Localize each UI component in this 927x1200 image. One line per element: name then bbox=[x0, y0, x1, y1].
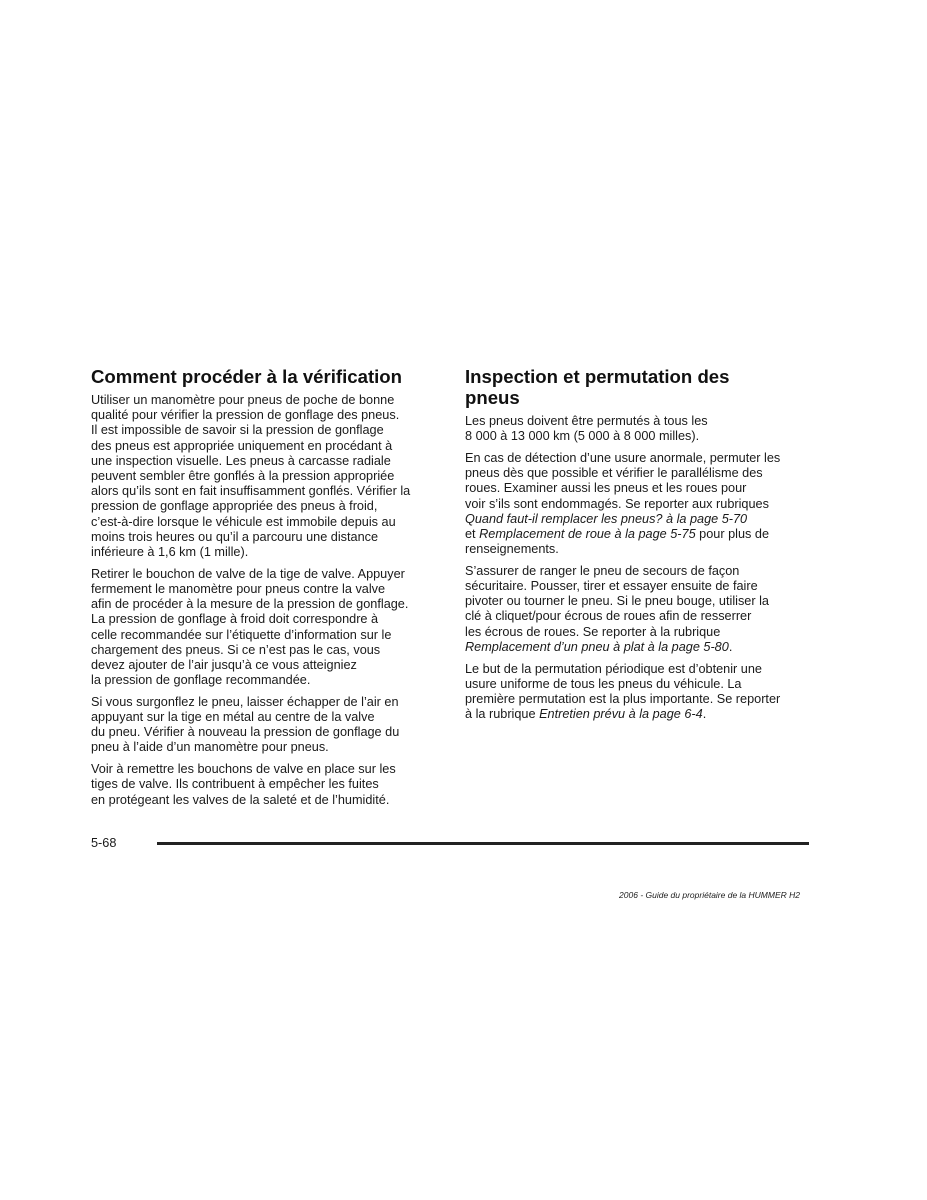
left-column bbox=[91, 366, 441, 814]
section-heading-inspection: Inspection et permutation des pneus bbox=[465, 366, 730, 408]
cross-reference-link[interactable]: Entretien prévu à la page 6-4 bbox=[539, 707, 703, 722]
paragraph: Retirer le bouchon de valve de la tige de valve. Appuyer fermement le manomètre pour pneus contre la valve afin de procéder à la mesure de la pression de gonflage. La pression de gonflage à froid doit correspondre à celle recommandée sur l’étiquette d’information sur le chargement des pneus. Si ce n’est pas le cas, vous devez ajouter de l’air jusqu’à ce vous atteigniez la pression de gonflage recommandée. bbox=[91, 566, 409, 688]
cross-reference-link[interactable]: Remplacement de roue à la page 5-75 bbox=[479, 526, 696, 541]
divider-rule bbox=[157, 842, 809, 845]
paragraph: S’assurer de ranger le pneu de secours de façon sécuritaire. Pousser, tirer et essayer ensuite de faire pivoter ou tourner le pneu. Si le pneu bouge, utiliser la clé à cliquet/pour écrous de roues afin de resserrer les écrous de roues. Se reporter à la rubrique Remplacement d’un pneu à plat à la page 5-80. bbox=[465, 563, 769, 654]
paragraph: Le but de la permutation périodique est d’obtenir une usure uniforme de tous les pneus du véhicule. La première permutation est la plus importante. Se reporter à la rubrique Entretien prévu à la page 6-4. bbox=[465, 661, 781, 722]
cross-reference-link[interactable]: Remplacement d’un pneu à plat à la page 5-80 bbox=[465, 639, 729, 654]
cross-reference-link[interactable]: Quand faut-il remplacer les pneus? à la page 5-70 bbox=[465, 511, 748, 526]
footer-text: 2006 - Guide du propriétaire de la HUMMER H2 bbox=[619, 890, 800, 900]
paragraph: Utiliser un manomètre pour pneus de poche de bonne qualité pour vérifier la pression de gonflage des pneus. Il est impossible de savoir si la pression de gonflage des pneus est appropriée uniquement en procédant à une inspection visuelle. Les pneus à carcasse radiale peuvent sembler être gonflés à la pression appropriée alors qu’ils sont en fait insuffisamment gonflés. Vérifier la pression de gonflage appropriée des pneus à froid, c’est-à-dire lorsque le véhicule est immobile depuis au moins trois heures ou qu’il a parcouru une distance inférieure à 1,6 km (1 mille). bbox=[91, 393, 411, 560]
section-heading-verification: Comment procéder à la vérification bbox=[91, 366, 403, 387]
paragraph: En cas de détection d’une usure anormale, permuter les pneus dès que possible et vérifier le parallélisme des roues. Examiner aussi les pneus et les roues pour voir s’ils sont endommagés. Se reporter aux rubriques Quand faut-il remplacer les pneus? à la page 5-70 et Remplacement de roue à la page 5-75 pour plus de renseignements. bbox=[465, 450, 781, 557]
page-number: 5-68 bbox=[91, 836, 117, 850]
paragraph: Les pneus doivent être permutés à tous les 8 000 à 13 000 km (5 000 à 8 000 milles). bbox=[465, 414, 708, 444]
paragraph: Si vous surgonflez le pneu, laisser échapper de l’air en appuyant sur la tige en métal au centre de la valve du pneu. Vérifier à nouveau la pression de gonflage du pneu à l’aide d’un manomètre pour pneus. bbox=[91, 694, 400, 755]
right-column bbox=[465, 366, 811, 729]
paragraph: Voir à remettre les bouchons de valve en place sur les tiges de valve. Ils contribuent à empêcher les fuites en protégeant les valves de la saleté et de l’humidité. bbox=[91, 762, 396, 807]
